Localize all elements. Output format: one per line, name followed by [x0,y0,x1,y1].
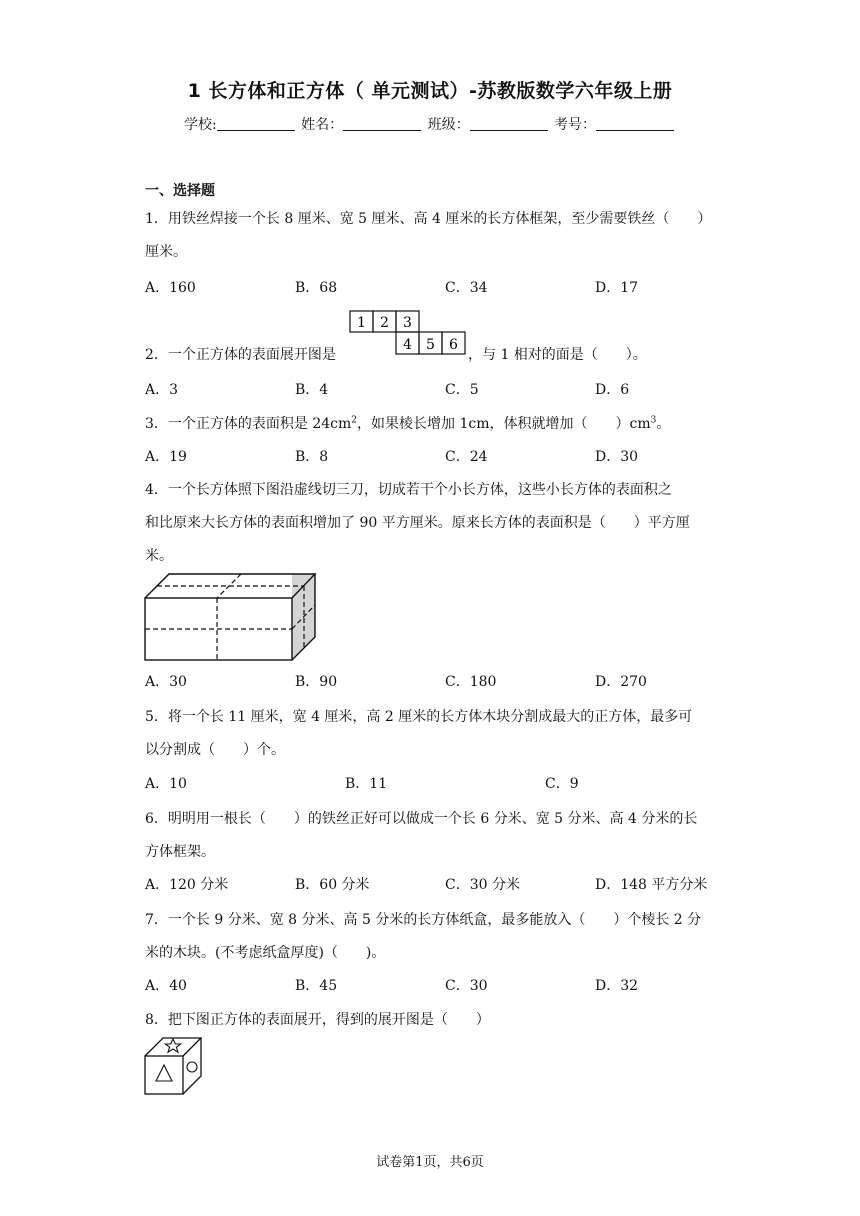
q2-option-a[interactable]: A．3 [145,382,179,398]
circle-icon [187,1062,197,1072]
q7-option-d[interactable]: D．32 [595,978,639,994]
q7-line1: 7．一个长 9 分米、宽 8 分米、高 5 分米的长方体纸盒，最多能放入（ ）个棱长 2 分 [145,912,702,928]
cube-net-figure [349,310,469,356]
q5-option-a[interactable]: A．10 [145,776,187,792]
student-info-row [0,114,860,134]
net-cell-6: 6 [449,337,458,353]
page-title: 1 长方体和正方体（ 单元测试）-苏教版数学六年级上册 [187,80,673,102]
q3-text-a: 3．一个正方体的表面积是 24cm [145,416,352,432]
q6-line1: 6．明明用一根长（ ）的铁丝正好可以做成一个长 6 分米、宽 5 分米、高 4 分米的长 [145,811,698,827]
q1-option-b[interactable]: B．68 [295,280,338,296]
q2-text-after: ，与 1 相对的面是（ ）。 [468,347,647,363]
q1-line2: 厘米。 [145,244,187,260]
exam-number-label: 考号： [554,117,597,133]
q4-line1: 4．一个长方体照下图沿虚线切三刀，切成若干个小长方体，这些小长方体的表面积之 [145,482,672,498]
q7-line2: 米的木块。(不考虑纸盒厚度)（ )。 [145,945,386,961]
q3-text-b: ，如果棱长增加 1cm，体积就增加（ ）cm [357,416,651,432]
net-cell-2: 2 [380,315,389,331]
net-cell-4: 4 [403,337,412,353]
triangle-icon [156,1065,172,1081]
q4-line3: 米。 [145,548,173,564]
q6-line2: 方体框架。 [145,844,215,860]
q8-line1: 8．把下图正方体的表面展开，得到的展开图是（ ） [145,1012,490,1028]
cube-symbols-figure [143,1036,205,1098]
q3-option-b[interactable]: B．8 [295,449,329,465]
q4-line2: 和比原来大长方体的表面积增加了 90 平方厘米。原来长方体的表面积是（ ）平方厘 [145,515,690,531]
q7-option-c[interactable]: C．30 [445,978,488,994]
q3-option-d[interactable]: D．30 [595,449,639,465]
q6-option-d[interactable]: D．148 平方分米 [595,877,708,893]
q5-line2: 以分割成（ ）个。 [145,742,285,758]
q2-text-before: 2．一个正方体的表面展开图是 [145,347,336,363]
class-label: 班级： [427,117,470,133]
q6-option-a[interactable]: A．120 分米 [145,877,229,893]
q4-option-c[interactable]: C．180 [445,674,497,690]
q4-option-b[interactable]: B．90 [295,674,338,690]
q7-option-a[interactable]: A．40 [145,978,187,994]
net-cell-3: 3 [403,315,412,331]
section-heading: 一、选择题 [145,183,215,199]
q3-line [145,413,670,433]
star-icon [165,1039,180,1052]
q4-option-d[interactable]: D．270 [595,674,647,690]
q6-option-b[interactable]: B．60 分米 [295,877,370,893]
q7-option-b[interactable]: B．45 [295,978,338,994]
q1-line1: 1．用铁丝焊接一个长 8 厘米、宽 5 厘米、高 4 厘米的长方体框架，至少需要铁丝（ ） [145,211,712,227]
q2-option-d[interactable]: D．6 [595,382,630,398]
name-label: 姓名： [301,117,344,133]
q3-option-a[interactable]: A．19 [145,449,187,465]
q5-option-b[interactable]: B．11 [345,776,388,792]
class-blank[interactable] [470,116,548,131]
page-footer: 试卷第1页，共6页 [376,1155,484,1170]
q3-sup-b: 3 [650,415,657,426]
q2-option-b[interactable]: B．4 [295,382,329,398]
q3-text-c: 。 [656,416,671,432]
q5-option-c[interactable]: C．9 [545,776,579,792]
q5-line1: 5．将一个长 11 厘米，宽 4 厘米，高 2 厘米的长方体木块分割成最大的正方体，最多可 [145,709,693,725]
q1-option-c[interactable]: C．34 [445,280,488,296]
q1-option-d[interactable]: D．17 [595,280,639,296]
q4-option-a[interactable]: A．30 [145,674,187,690]
exam-number-blank[interactable] [596,116,674,131]
school-blank[interactable] [217,116,295,131]
q3-sup-a: 2 [351,415,358,426]
q3-option-c[interactable]: C．24 [445,449,488,465]
q6-option-c[interactable]: C．30 分米 [445,877,520,893]
net-cell-1: 1 [357,315,366,331]
net-cell-5: 5 [426,337,435,353]
school-label: 学校: [183,117,217,133]
q2-option-c[interactable]: C．5 [445,382,479,398]
q1-option-a[interactable]: A．160 [145,280,196,296]
name-blank[interactable] [343,116,421,131]
cuboid-cut-figure [143,572,319,664]
